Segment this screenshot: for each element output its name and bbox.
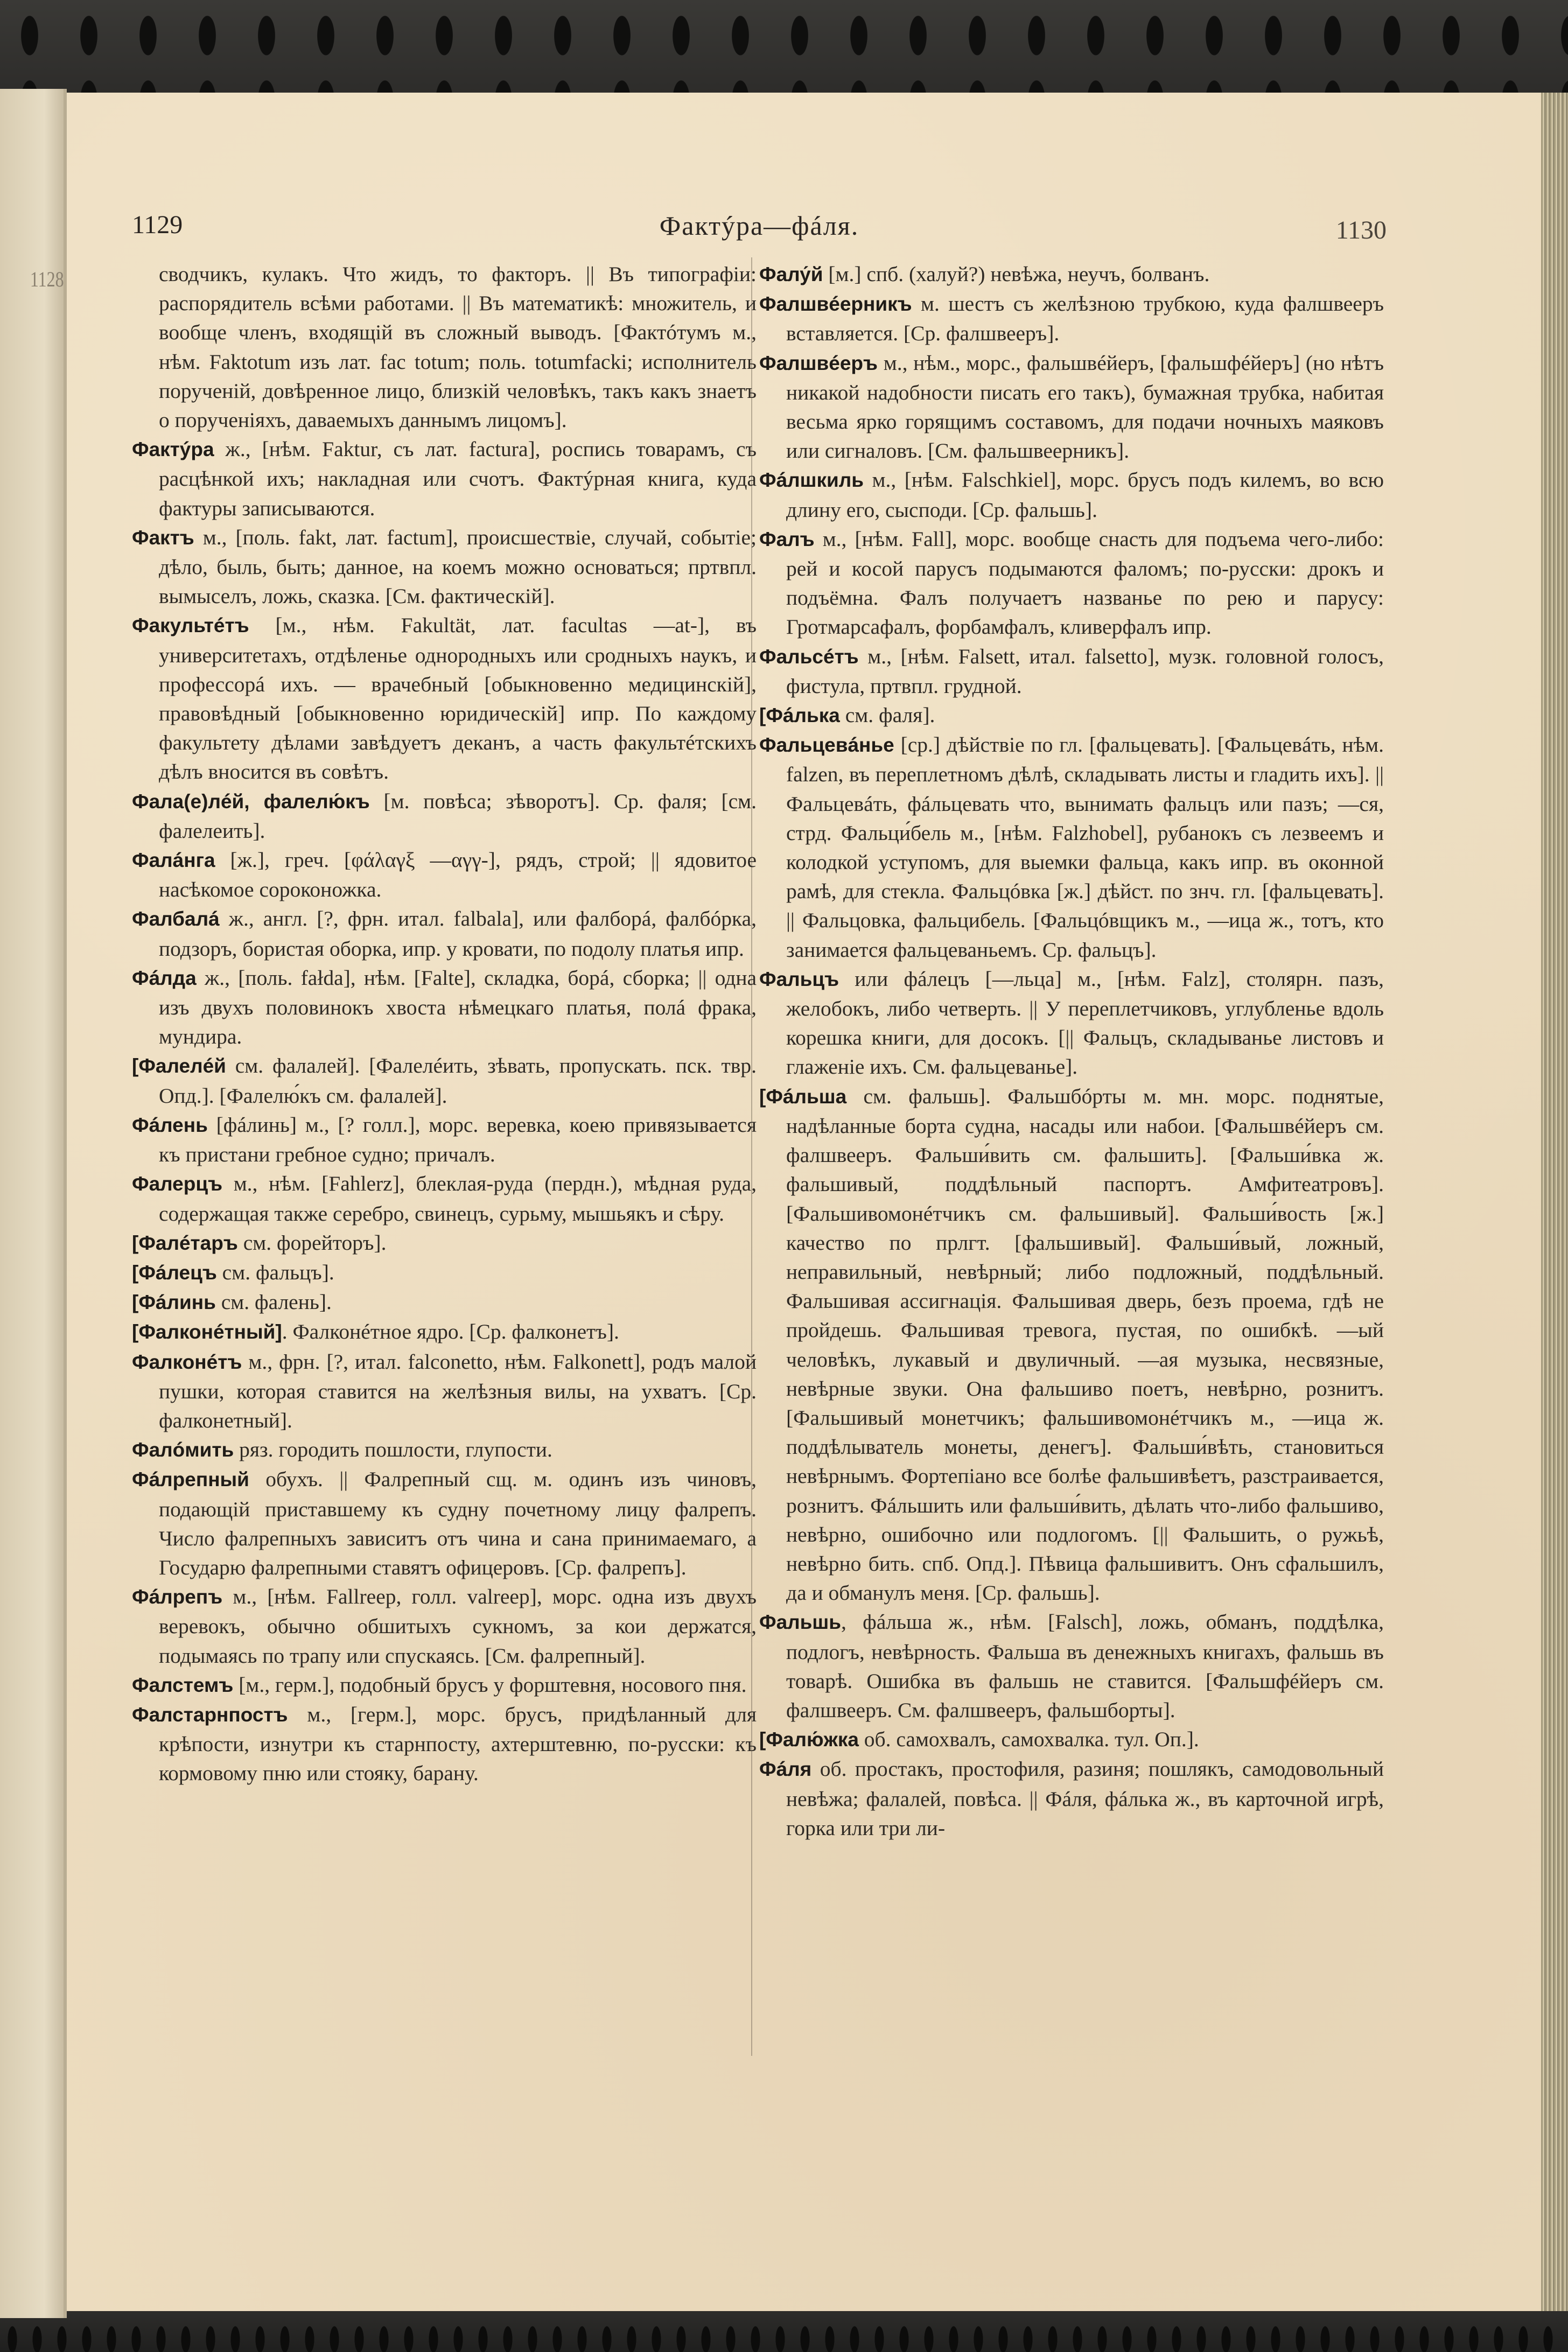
headword: [Фалконéтный] xyxy=(132,1321,282,1343)
entry-text: [м. повѣса; зѣворотъ]. Ср. фаля; [см. фалелеить]. xyxy=(159,789,757,843)
dictionary-entry xyxy=(132,1670,757,1700)
entry-text: ряз. городить пошлости, глупости. xyxy=(234,1438,552,1462)
dictionary-entry xyxy=(759,289,1384,348)
headword: Фáлрепъ xyxy=(132,1586,223,1608)
headword: Фала(е)лéй, фалелю́къ xyxy=(132,790,370,813)
dictionary-entry xyxy=(132,904,757,963)
dictionary-entry xyxy=(759,524,1384,642)
foam-background-bottom xyxy=(0,2310,1568,2352)
page-number-left: 1129 xyxy=(132,211,183,239)
headword: Фáлшкиль xyxy=(759,469,864,492)
dictionary-entry xyxy=(759,1082,1384,1608)
entry-text: м., нѣм., морс., фальшвéйеръ, [фальшфéйеръ] (но нѣтъ никакой надобности писать его такъ), бумажная трубка, набитая весьма ярко горящимъ составомъ, для подачи ночныхъ маяковъ или сигналовъ. [См. фальшвеерникъ]. xyxy=(786,351,1384,463)
headword: Фальцъ xyxy=(759,968,839,990)
headword: Фальцевáнье xyxy=(759,734,894,757)
headword: Фалу́й xyxy=(759,263,823,285)
entry-text: [м.] спб. (халуй?) невѣжа, неучъ, болванъ. xyxy=(823,262,1210,286)
dictionary-entry xyxy=(759,1725,1384,1754)
dictionary-entry xyxy=(132,1582,757,1670)
entry-text: [м., герм.], подобный брусъ у форштевня, носового пня. xyxy=(233,1672,747,1697)
entry-text: сводчикъ, кулакъ. Что жидъ, то факторъ. || Въ типографіи: распорядитель всѣми работами. || Въ математикѣ: множитель, и вообще членъ, входящій въ сложный выводъ. [Фактóтумъ м., нѣм. Faktotum изъ лат. fac totum; поль. totumfacki; исполнитель порученій, довѣренное лицо, близкій человѣкъ, такъ какъ знаетъ о порученіяхъ, даваемыхъ даннымъ лицомъ]. xyxy=(159,262,757,432)
dictionary-entry xyxy=(132,1051,757,1110)
headword: Фалстарнпостъ xyxy=(132,1703,288,1726)
dictionary-entry xyxy=(759,260,1384,289)
right-column xyxy=(759,260,1384,1843)
dictionary-entry xyxy=(132,611,757,786)
dictionary-entry xyxy=(132,1228,757,1258)
dictionary-entry xyxy=(132,435,757,523)
headword: Фалшвéерникъ xyxy=(759,293,912,316)
headword: Факультéтъ xyxy=(132,614,249,637)
entry-text: [фáлинь] м., [? голл.], морс. веревка, коею привязывается къ пристани гребное судно; причалъ. xyxy=(159,1112,757,1167)
headword: Фáлень xyxy=(132,1114,208,1136)
previous-page-edge xyxy=(0,89,67,2318)
headword: Фалóмить xyxy=(132,1439,234,1461)
entry-text: . Фалконéтное ядро. [Ср. фалконетъ]. xyxy=(282,1320,619,1344)
headword: Фальшь xyxy=(759,1611,841,1634)
headword: Фалконéтъ xyxy=(132,1350,242,1373)
running-head xyxy=(132,210,1387,248)
entry-text: см. фальцъ]. xyxy=(216,1260,334,1284)
entry-text: , фáльша ж., нѣм. [Falsch], ложь, обманъ, поддѣлка, подлогъ, невѣрность. Фальша въ денежныхъ книгахъ, фальшь въ товарѣ. Ошибка въ фальшь не ставится. [Фальшфéйеръ см. фалшвееръ. См. фалшвееръ, фальшборты]. xyxy=(786,1610,1384,1722)
dictionary-entry xyxy=(759,701,1384,730)
dictionary-entry xyxy=(132,963,757,1052)
entry-text: обухъ. || Фалрепный сщ. м. одинъ изъ чиновъ, подающій приставшему къ судну почетному лицу фалрепъ. Число фалрепныхъ зависитъ отъ чина и сана принимаемаго, а Государю фалрепными ставятъ офицеровъ. [Ср. фалрепъ]. xyxy=(159,1467,757,1579)
headword: Фáлда xyxy=(132,967,197,989)
dictionary-entry xyxy=(132,1347,757,1436)
dictionary-entry xyxy=(132,787,757,845)
dictionary-entry xyxy=(132,1317,757,1347)
entry-text: см. фальшь]. Фальшбóрты м. мн. морс. поднятые, надѣланные борта судна, насады или набои. [Фальшвéйеръ см. фалшвееръ. Фальши́вить см. фальшить]. [Фальши́вка ж. фальшивый, поддѣльный паспортъ. Амфитеатровъ]. [Фальшивомонéтчикъ см. фальшивый]. Фальши́вость [ж.] качество по прлгт. [фальшивый]. Фальши́вый, ложный, неправильный, невѣрный; либо подложный, поддѣльный. Фальшивая ассигнація. Фальшивая дверь, безъ проема, гдѣ не пройдешь. Фальшивая тревога, пустая, по ошибкѣ. —ый человѣкъ, лукавый и двуличный. —ая музыка, несвязные, невѣрные звуки. Она фальшиво поетъ, невѣрно, рознитъ. [Фальшивый монетчикъ; фальшивомонéтчикъ м., —ица ж. поддѣлыватель монеты, денегъ]. Фальши́вѣть, становиться невѣрнымъ. Фортепіано все болѣе фальшивѣетъ, разстраивается, рознитъ. Фáльшить или фальши́вить, дѣлать что-либо фальшиво, невѣрно, ошибочно или подлогомъ. [|| Фальшить, о ружьѣ, невѣрно бить. спб. Опд.]. Пѣвица фальшивитъ. Онъ сфальшилъ, да и обманулъ меня. [Ср. фальшь]. xyxy=(786,1084,1384,1605)
dictionary-entry xyxy=(132,1110,757,1169)
headword: [Фалéтаръ xyxy=(132,1231,238,1254)
headword: Фальсéтъ xyxy=(759,645,859,668)
headword: Фалерцъ xyxy=(132,1173,223,1195)
headword: Фактъ xyxy=(132,526,194,549)
entry-text: см. фаля]. xyxy=(839,703,935,727)
entry-text: [м., нѣм. Fakultät, лат. facultas —at-], въ университетахъ, отдѣленье однородныхъ или сродныхъ наукъ, и профессорá ихъ. — врачебный [обыкновенно медицинскій], правовѣдный [обыкновенно юридическій] ипр. По каждому факультету дѣлами завѣдуетъ деканъ, а часть факультéтскихъ дѣлъ вносится въ совѣтъ. xyxy=(159,613,757,784)
entry-text: ж., [нѣм. Faktur, съ лат. factura], роспись товарамъ, съ расцѣнкой ихъ; накладная или счотъ. Фактýрная книга, куда фактуры записываются. xyxy=(159,437,757,520)
entry-text: м. шестъ съ желѣзною трубкою, куда фалшвееръ вставляется. [Ср. фалшвееръ]. xyxy=(786,292,1384,346)
dictionary-entry xyxy=(759,348,1384,466)
entry-text: ж., [поль. fałda], нѣм. [Falte], складка, борá, сборка; || одна изъ двухъ половинокъ хвоста нѣмецкаго платья, полá фрака, мундира. xyxy=(159,965,757,1049)
previous-page-number: 1128 xyxy=(30,267,64,291)
dictionary-entry xyxy=(132,1169,757,1228)
dictionary-entry xyxy=(132,1435,757,1465)
dictionary-entry xyxy=(759,1607,1384,1725)
headword: Фалъ xyxy=(759,528,815,550)
headword: [Фáлинь xyxy=(132,1291,216,1314)
dictionary-entry xyxy=(132,1700,757,1788)
left-column xyxy=(132,260,757,1788)
entry-text: м., [поль. fakt, лат. factum], происшествіе, случай, событіе; дѣло, быль, быть; данное, на коемъ можно основаться; пртвпл. вымыселъ, ложь, сказка. [См. фактическій]. xyxy=(159,525,757,608)
dictionary-entry xyxy=(132,1465,757,1582)
entry-text: [ж.], греч. [φάλαγξ —αγγ-], рядъ, строй; || ядовитое насѣкомое сороконожка. xyxy=(159,848,757,902)
entry-text: м., фрн. [?, итал. falconetto, нѣм. Falkonett], родъ малой пушки, которая ставится на желѣзныя вилы, на ухватъ. [Ср. фалконетный]. xyxy=(159,1349,757,1432)
entry-text: м., [нѣм. Fallreep, голл. valreep], морс. одна изъ двухъ веревокъ, обычно обшитыхъ сукномъ, за кои держатся, подымаясь по трапу или спускаясь. [См. фалрепный]. xyxy=(159,1585,757,1668)
page-stack-edge xyxy=(1541,93,1568,2311)
entry-text: или фáлецъ [—льца] м., [нѣм. Falz], столярн. пазъ, желобокъ, либо четверть. || У переплетчиковъ, углубленье вдоль корешка книги, для досокъ. [|| Фальцъ, складыванье листовъ и глаженіе ихъ. См. фальцеванье]. xyxy=(786,967,1384,1079)
headword: Фактýра xyxy=(132,438,214,461)
headword: Фалстемъ xyxy=(132,1674,234,1696)
dictionary-entry xyxy=(759,964,1384,1082)
headword: Фалшвéеръ xyxy=(759,352,878,374)
headword: [Фáлецъ xyxy=(132,1261,217,1284)
dictionary-entry xyxy=(132,1258,757,1287)
entry-text: см. фалалей]. [Фалелéить, зѣвать, пропускать. пск. твр. Опд.]. [Фалелю́къ см. фалалей]. xyxy=(159,1054,757,1108)
dictionary-entry xyxy=(132,1287,757,1317)
foam-background-top xyxy=(0,0,1568,94)
dictionary-entry xyxy=(759,730,1384,964)
entry-text: см. форейторъ]. xyxy=(237,1230,387,1255)
entry-text: м., [нѣм. Falschkiel], морс. брусъ подъ килемъ, во всю длину его, сысподи. [Ср. фальшь]. xyxy=(786,468,1384,522)
page-number-right: 1130 xyxy=(1335,216,1387,244)
headword: Фáлрепный xyxy=(132,1468,249,1491)
entry-text: м., [герм.], морс. брусъ, придѣланный для крѣпости, изнутри къ старнпосту, ахтерштевню, по-русски: къ кормовому пню или стояку, барану. xyxy=(159,1702,757,1786)
headword: [Фáльша xyxy=(759,1085,847,1108)
entry-text: ж., англ. [?, фрн. итал. falbala], или фалборá, фалбóрка, подзоръ, бористая оборка, ипр. у кровати, по подолу платья ипр. xyxy=(159,907,757,961)
entry-text: м., [нѣм. Fall], морс. вообще снасть для подъема чего-либо: рей и косой парусъ подымаются фаломъ; по-русски: дрокъ и подъёмна. Фалъ получаетъ названье по рею и парусу: Гротмарсафалъ, форбамфалъ, кливерфалъ ипр. xyxy=(786,527,1384,639)
headword: [Фалю́жка xyxy=(759,1728,859,1751)
entry-text: см. фалень]. xyxy=(215,1290,332,1314)
headword: [Фáлька xyxy=(759,704,840,727)
dictionary-entry xyxy=(759,465,1384,524)
entry-text: м., [нѣм. Falsett, итал. falsetto], музк. головной голосъ, фистула, пртвпл. грудной. xyxy=(786,644,1384,698)
dictionary-entry xyxy=(132,845,757,904)
entry-text: об. простакъ, простофиля, разиня; пошлякъ, самодовольный невѣжа; фалалей, повѣса. || Фáля, фáлька ж., въ карточной игрѣ, горка или три ли- xyxy=(786,1757,1384,1840)
headword: Фáля xyxy=(759,1758,812,1781)
dictionary-entry xyxy=(132,523,757,611)
dictionary-entry xyxy=(759,642,1384,701)
headword: [Фалелéй xyxy=(132,1055,226,1077)
entry-text: [ср.] дѣйствіе по гл. [фальцевать]. [Фальцевáть, нѣм. falzen, въ переплетномъ дѣлѣ, складывать листы и гладить ихъ]. || Фальцевáть, фáльцевать что, вынимать фальцъ или пазъ; —ся, стрд. Фальци́бель м., [нѣм. Falzhobel], рубанокъ съ лезвеемъ и колодкой уступомъ, для выемки фальца, какъ ипр. въ оконной рамѣ, для стекла. Фальцóвка [ж.] дѣйст. по знч. гл. [фальцевать]. || Фальцовка, фальцибель. [Фальцóвщикъ м., —ица ж., тотъ, кто занимается фальцеваньемъ. Ср. фальцъ]. xyxy=(786,733,1384,962)
headword: Фалбалá xyxy=(132,908,220,930)
running-title: Фактýра—фáля. xyxy=(659,211,859,241)
dictionary-entry xyxy=(132,260,757,435)
entry-text: м., нѣм. [Fahlerz], блеклая-руда (пердн.), мѣдная руда, содержащая также серебро, свинецъ, сурьму, мышьякъ и сѣру. xyxy=(159,1172,757,1226)
entry-text: об. самохвалъ, самохвалка. тул. Оп.]. xyxy=(858,1727,1199,1752)
dictionary-entry xyxy=(759,1754,1384,1843)
headword: Фалáнга xyxy=(132,849,215,872)
